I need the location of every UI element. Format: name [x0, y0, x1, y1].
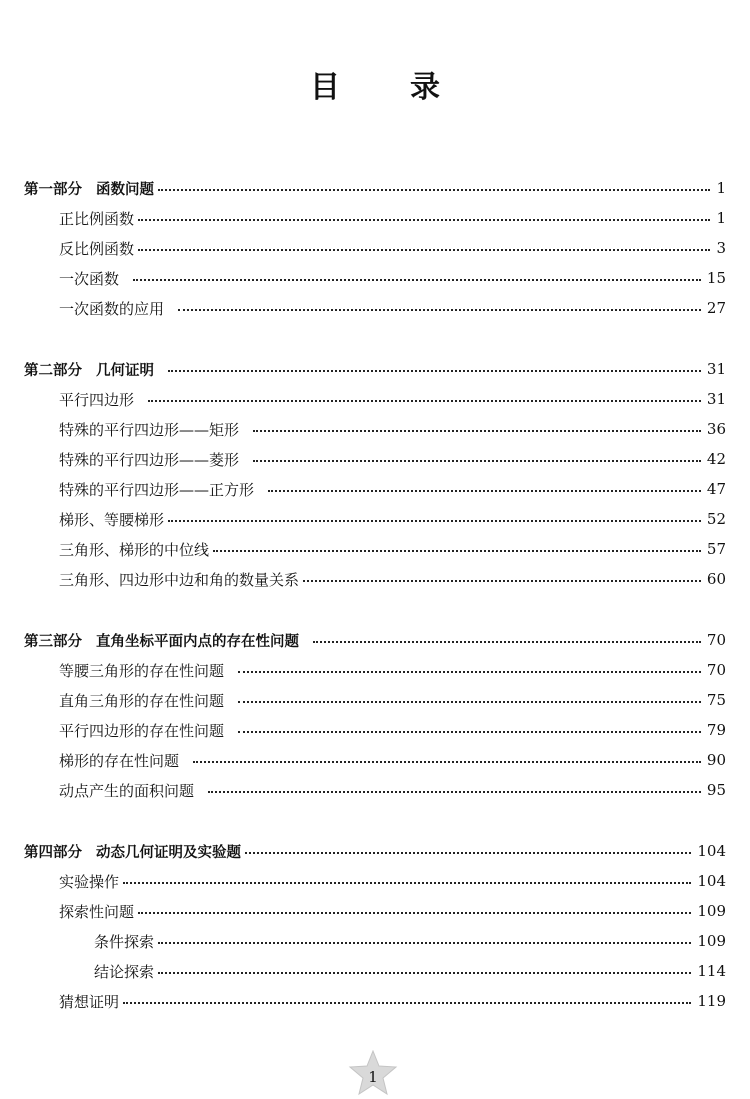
- toc-part-3[interactable]: [24, 628, 726, 652]
- toc-item[interactable]: [59, 447, 726, 471]
- toc-part-4[interactable]: [24, 839, 726, 863]
- dot-leader: [213, 550, 701, 552]
- toc-item[interactable]: [59, 507, 726, 531]
- toc-item-label: 探索性问题: [59, 902, 135, 921]
- page-number: 31: [706, 360, 726, 378]
- page-number: 75: [706, 691, 726, 709]
- dot-leader: [158, 972, 691, 974]
- toc-item-label: 反比例函数: [59, 239, 135, 258]
- page-number: 36: [706, 420, 726, 438]
- dot-leader: [303, 580, 701, 582]
- toc-item[interactable]: [59, 869, 726, 893]
- part-label: 第三部分: [24, 633, 82, 650]
- toc-item-label: 直角三角形的存在性问题: [59, 691, 225, 710]
- page-number: 47: [706, 480, 726, 498]
- page-number: 42: [706, 450, 726, 468]
- toc-item-label: 一次函数: [59, 269, 120, 288]
- part-label: 第一部分: [24, 181, 82, 198]
- toc-part-2[interactable]: [24, 357, 726, 381]
- toc-item-label: 平行四边形: [59, 390, 135, 409]
- page-title: [0, 62, 750, 106]
- page-number: 104: [697, 872, 726, 890]
- toc-item[interactable]: [59, 778, 726, 802]
- toc-item-label: 三角形、梯形的中位线: [59, 540, 210, 559]
- page-number: 57: [706, 540, 726, 558]
- part-name: 几何证明: [96, 362, 154, 379]
- part-label: 第四部分: [24, 844, 82, 861]
- page-number: 90: [706, 751, 726, 769]
- toc-item-label: 特殊的平行四边形——菱形: [59, 450, 240, 469]
- page-number: 3: [716, 239, 726, 257]
- toc-item[interactable]: [59, 658, 726, 682]
- toc-item-label: 猜想证明: [59, 992, 120, 1011]
- toc-item-label: 梯形、等腰梯形: [59, 510, 165, 529]
- toc-item-label: 正比例函数: [59, 209, 135, 228]
- toc-item-label: 特殊的平行四边形——正方形: [59, 480, 255, 499]
- toc-item[interactable]: [59, 266, 726, 290]
- dot-leader: [138, 219, 710, 221]
- page-footer: [346, 1050, 400, 1096]
- dot-leader: [123, 1002, 691, 1004]
- toc-item[interactable]: [59, 206, 726, 230]
- dot-leader: [148, 400, 701, 402]
- toc-item-label: 条件探索: [94, 932, 155, 951]
- page-number: 52: [706, 510, 726, 528]
- dot-leader: [178, 309, 701, 311]
- dot-leader: [123, 882, 691, 884]
- toc-item[interactable]: [59, 537, 726, 561]
- dot-leader: [245, 852, 691, 854]
- toc-item-label: 特殊的平行四边形——矩形: [59, 420, 240, 439]
- page-number: 70: [706, 631, 726, 649]
- part-label: 第二部分: [24, 362, 82, 379]
- part-name: 动态几何证明及实验题: [96, 844, 241, 861]
- toc-item[interactable]: [59, 387, 726, 411]
- page-number: 109: [697, 932, 726, 950]
- dot-leader: [168, 370, 701, 372]
- part-name: 直角坐标平面内点的存在性问题: [96, 633, 299, 650]
- toc-item[interactable]: [59, 417, 726, 441]
- dot-leader: [158, 942, 691, 944]
- toc-item[interactable]: [59, 477, 726, 501]
- page-number: 1: [716, 209, 726, 227]
- toc-item[interactable]: [59, 718, 726, 742]
- toc-item[interactable]: [59, 236, 726, 260]
- page-number: 1: [716, 179, 726, 197]
- toc-subitem[interactable]: [94, 959, 726, 983]
- toc-item[interactable]: [59, 989, 726, 1013]
- toc-item-label: 梯形的存在性问题: [59, 751, 180, 770]
- toc-item-label: 结论探索: [94, 962, 155, 981]
- toc-item[interactable]: [59, 748, 726, 772]
- dot-leader: [138, 912, 691, 914]
- page-number: 114: [697, 962, 726, 980]
- dot-leader: [238, 731, 701, 733]
- toc-item[interactable]: [59, 899, 726, 923]
- page-number: 104: [697, 842, 726, 860]
- toc-item[interactable]: [59, 688, 726, 712]
- dot-leader: [238, 701, 701, 703]
- toc-item-label: 等腰三角形的存在性问题: [59, 661, 225, 680]
- page-number: 79: [706, 721, 726, 739]
- dot-leader: [168, 520, 701, 522]
- title-char-1: 目: [310, 70, 340, 105]
- toc-item[interactable]: [59, 296, 726, 320]
- page-number: 95: [706, 781, 726, 799]
- dot-leader: [238, 671, 701, 673]
- toc-item-label: 平行四边形的存在性问题: [59, 721, 225, 740]
- toc-subitem[interactable]: [94, 929, 726, 953]
- dot-leader: [253, 430, 701, 432]
- toc-part-1[interactable]: [24, 176, 726, 200]
- page-number: 109: [697, 902, 726, 920]
- page-number: 31: [706, 390, 726, 408]
- page-number: 27: [706, 299, 726, 317]
- dot-leader: [268, 490, 701, 492]
- page-number: 15: [706, 269, 726, 287]
- dot-leader: [138, 249, 710, 251]
- dot-leader: [133, 279, 701, 281]
- toc-item-label: 动点产生的面积问题: [59, 781, 195, 800]
- toc-item-label: 实验操作: [59, 872, 120, 891]
- footer-page-number: 1: [368, 1068, 378, 1086]
- dot-leader: [158, 189, 710, 191]
- page-number: 70: [706, 661, 726, 679]
- toc-item-label: 一次函数的应用: [59, 299, 165, 318]
- toc-item[interactable]: [59, 567, 726, 591]
- part-name: 函数问题: [96, 181, 154, 198]
- page-number: 60: [706, 570, 726, 588]
- dot-leader: [193, 761, 701, 763]
- page-number: 119: [697, 992, 726, 1010]
- toc-item-label: 三角形、四边形中边和角的数量关系: [59, 570, 300, 589]
- dot-leader: [253, 460, 701, 462]
- dot-leader: [313, 641, 701, 643]
- title-char-2: 录: [410, 70, 440, 105]
- dot-leader: [208, 791, 701, 793]
